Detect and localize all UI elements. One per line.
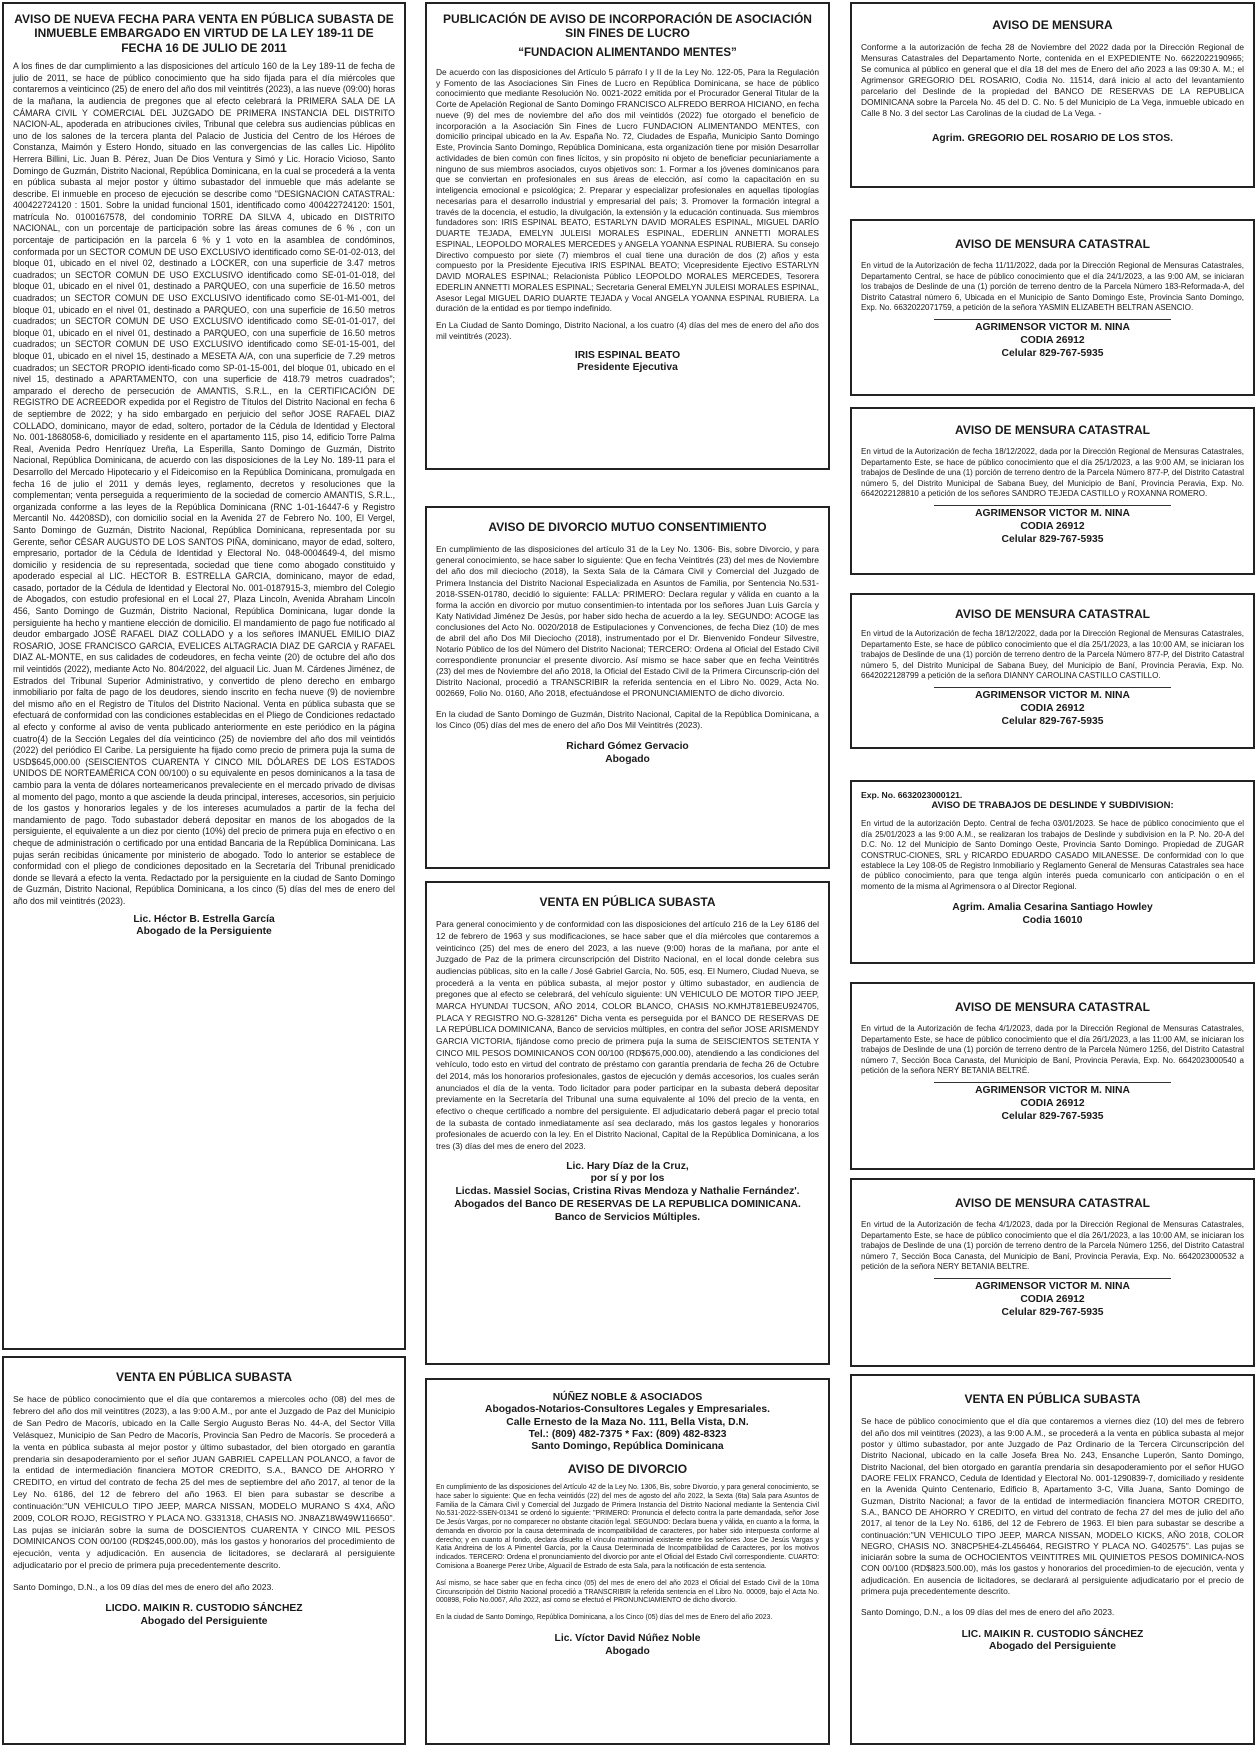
signer-line: CODIA 26912 <box>1020 335 1085 347</box>
notice-body: En virtud de la Autorización de fecha 4/1/2023, dada por la Dirección Regional de Mensuras Catastrales, Departamento Este, se hace de público conocimiento que el día 26/1/2023, a las 11:00 AM, se iniciaran los trabajos de Deslinde de una (1) porción de terreno dentro de la Parcela Número 1256, del Distrito Catastral número 7, Sección Boca Canasta, del Municipio de Baní, Provincia Peravia, Exp. No. 6642023000540 a petición de la señora NERY BETANIA BELTRÉ. <box>861 1024 1244 1075</box>
signer-line: Celular 829-767-5935 <box>1001 716 1104 728</box>
notice-title: AVISO DE MENSURA CATASTRAL <box>955 1000 1150 1014</box>
notice-title: AVISO DE NUEVA FECHA PARA VENTA EN PÚBLICA SUBASTA DE INMUEBLE EMBARGADO EN VIRTUD DE LA LEY 189-11 DE FECHA 16 DE JULIO DE 2011 <box>14 12 394 55</box>
notice-title: AVISO DE MENSURA <box>992 18 1113 32</box>
notice-closing: En La Ciudad de Santo Domingo, Distrito Nacional, a los cuatro (4) días del mes de enero del año dos mil veintitrés (2023). <box>436 320 819 341</box>
notice-body: En virtud de la Autorización de fecha 4/1/2023, dada por la Dirección Regional de Mensuras Catastrales, Departamento Este, se hace de público conocimiento que el día 26/1/2023, a las 10:00 AM, se iniciaran los trabajos de Deslinde de una (1) porción de terreno dentro de la Parcela Número 1256, del Distrito Catastral número 7, Sección Boca Canasta, del Municipio de Baní, Provincia Peravia, Exp. No. 6642023000532 a petición de la señora NERY BETANIA BELTRE. <box>861 1220 1244 1271</box>
firm-name: NÚÑEZ NOBLE & ASOCIADOS <box>552 1392 703 1403</box>
notice-incorporacion-asociacion <box>425 2 830 470</box>
signature-line <box>934 319 1171 320</box>
notice-closing: En la ciudad de Santo Domingo, República Dominicana, a los Cinco (05) días del mes de Enero del año 2023. <box>436 1614 773 1622</box>
notice-title: AVISO DE DIVORCIO MUTUO CONSENTIMIENTO <box>488 520 767 534</box>
notice-aviso-mensura-la-vega <box>850 2 1255 188</box>
notice-title: VENTA EN PÚBLICA SUBASTA <box>539 895 716 909</box>
firm-address: Calle Ernesto de la Maza No. 111, Bella Vista, D.N. <box>506 1416 749 1428</box>
notice-venta-subasta-banreservas <box>425 881 830 1365</box>
signer-role: Abogado de la Persiguiente <box>136 926 272 938</box>
signer-line: Abogados del Banco DE RESERVAS DE LA REPUBLICA DOMINICANA. <box>454 1199 801 1211</box>
notice-title: AVISO DE MENSURA CATASTRAL <box>955 423 1150 437</box>
signer-role: Abogado del Persiguiente <box>140 1616 268 1628</box>
firm-phone: Tel.: (809) 482-7375 * Fax: (809) 482-8323 <box>528 1429 727 1441</box>
notice-subtitle: “FUNDACION ALIMENTANDO MENTES” <box>518 46 737 59</box>
signer-line: Celular 829-767-5935 <box>1001 348 1104 360</box>
signer-role: Presidente Ejecutiva <box>577 362 678 374</box>
signer-line: AGRIMENSOR VICTOR M. NINA <box>975 1281 1130 1293</box>
notice-mensura-yasmin <box>850 219 1255 396</box>
notice-title: VENTA EN PÚBLICA SUBASTA <box>115 1370 292 1384</box>
signer-line: Celular 829-767-5935 <box>1001 534 1104 546</box>
notice-body: Conforme a la autorización de fecha 28 de Noviembre del 2022 dada por la Dirección Regional de Mensuras Catastrales del Departamento Norte, contenida en el EXPEDIENTE No. 6622022190965; Se comunica al público en general que el día 18 del mes de Enero del año 2023 a las 09:30 A. M.; el Agrimensor GREGORIO DEL ROSARIO, Codia No. 11514, dará inicio al acto del levantamiento parcelario del Deslinde de la propiedad del BANCO DE RESERVAS DE LA REPUBLICA DOMINICANA sobre la Parcela No. 45 del D. C. No. 5 del Municipio de La Vega, inmueble ubicado en Calle 8 No. 3 del sector Las Carolinas de la ciudad de La Vega. - <box>861 42 1244 118</box>
signer-line: AGRIMENSOR VICTOR M. NINA <box>975 322 1130 334</box>
notice-body: Se hace de público conocimiento que el día que contaremos a miercoles ocho (08) del mes de febrero del año dos mil veintitres (2023), a las 9:00 A.M., por ante el Juzgado de Paz del Municipio de San Pedro de Macorís, ubicado en la Calle Sergio Augusto Beras No. 44-A, del Sector Villa Velásquez, Municipio de San Pedro de Macorís, Provincia San Pedro de Macorís. Se procederá a la venta en pública subasta al mejor postor y último subastador, del bien otorgado en garantía prendaria sin desapoderamiento por el señor JUAN GABRIEL CAPELLAN POLANCO, a favor de la entidad de intermediación financiera MOTOR CREDITO, S.A., BANCO DE AHORRO Y CREDITO, en virtud del contrato de fecha 25 del mes de septiembre del año 2017, al tenor de la Ley No. 6186, del 12 de febrero del año 1963. El bien para subastar se describe a continuación:"UN VEHICULO TIPO JEEP, MARCA NISSAN, MODELO MURANO S 4X4, AÑO 2009, COLOR ROJO, REGISTRO Y PLACA NO. G331318, CHASIS NO. JN8AZ18W49W116650". Las pujas se iniciarán sobre la suma de DOSCIENTOS CUARENTA Y CINCO MIL PESOS DOMINICANOS CON 00/100 (RD$245,000.00), más los gastos y honorarios del procedimiento de ejecución, venta y adjudicación. En ausencia de licitadores, se declarará al persiguiente adjudicatario por el precio de primera puja precedentemente descrito. <box>13 1394 395 1570</box>
signer-role: Abogado del Persiguiente <box>988 1641 1116 1653</box>
signer-line: Agrim. Amalia Cesarina Santiago Howley <box>952 902 1153 914</box>
notice-title: AVISO DE DIVORCIO <box>567 1461 688 1476</box>
signer-role: Abogado <box>605 754 650 765</box>
signer-name: LICDO. MAIKIN R. CUSTODIO SÁNCHEZ <box>105 1603 303 1615</box>
signer-name: LIC. MAIKIN R. CUSTODIO SÁNCHEZ <box>961 1628 1144 1640</box>
signer-line: Celular 829-767-5935 <box>1001 1307 1104 1319</box>
expedient-number: Exp. No. 6632023000121. <box>861 790 963 800</box>
notice-body-2: Así mismo, se hace saber que en fecha cinco (05) del mes de enero del año 2023 el Oficial del Estado Civil de la 10ma Circunscripción del Distrito Nacional procedió a TRANSCRIBIR la referida sentencia en el Libro No. 00009, bajo el Acta No. 000898, Folio No.0067, Año 2022, así como se efectuó el PRONUNCIAMIENTO de dicho divorcio. <box>436 1579 819 1605</box>
signer-line: Banco de Servicios Múltiples. <box>554 1211 701 1223</box>
signer-name: Richard Gómez Gervacio <box>566 741 689 753</box>
notice-body: Se hace de público conocimiento que el día que contaremos a viernes diez (10) del mes de febrero del año dos mil veintitres (2023), a las 9:00 A.M., se procederá a la venta en pública subasta al mejor postor y último subastador, por ante Juzgado de Paz Ordinario de la Tercera Circunscripción del Distrito Nacional, ubicado en la calle Josefa Brea No. 243, Ensanche Luperón, Santo Domingo, Distrito Nacional, del bien otorgado en garantía prendaria sin desapoderamiento por el señor HUGO DAORE FELIX FRANCO, Cedula de Identidad y Electoral No. 001-1290839-7, domiciliado y residente en la Avenida Quinto Centenario, Edificio 8, Apartamento 3-C, Villa Juana, Santo Domingo de Guzman, Distrito Nacional; a favor de la entidad de intermediación financiera MOTOR CREDITO, S.A., BANCO DE AHORRO Y CREDITO, en virtud del contrato de fecha 27 del mes de julio del año 2017, al tenor de la Ley No. 6186, del 12 de Febrero de 1963. El bien para subastar se describe a continuación:"UN VEHICULO TIPO JEEP, MARCA NISSAN, MODELO KICKS, AÑO 2018, COLOR NEGRO, CHASIS NO. 3N8CP5HE4-ZL456464, REGISTRO Y PLACA NO. G402575". Las pujas se iniciarán sobre la suma de OCHOCIENTOS VEINTITRES MIL QUINIETOS PESOS DOMINICA-NOS CON 00/100 (RD$823.500.00), más los gastos y honorarios del procedimien-to de ejecución, venta y adjudicación. En ausencia de licitadores, se declarará al persiguiente adjudicatario por el precio de primera puja precedentemente descrito. <box>861 1416 1244 1597</box>
notice-body: En cumplimiento de las disposiciones del artículo 31 de la Ley No. 1306- Bis, sobre Divorcio, y para general conocimiento, se hace saber lo siguiente: Que en fecha Veintitrés (23) del mes de Noviembre del año dos mil dieciocho (2018), la Sexta Sala de la Cámara Civil y Comercial del Juzgado de Primera Instancia del Distrito Nacional Especializada en Asuntos de Familia, por Sentencia No.531-2018-SSEN-01780, decidió lo siguiente: FALLA: PRIMERO: Declara regular y válida en cuanto a la forma la acción en divorcio por mutuo consentimien-to intentada por los señores Juan Luis García y Katy Natividad Jiménez De Jesús, por haber sido hecha de acuerdo a la ley. SEGUNDO: ACOGE las conclusiones del Acto No. 0020/2018 de Estipulaciones y Convenciones, de fecha Diez (10) de mes de abril del año Dos Mil Dieciocho (2018), instrumentado por el Dr. Bienvenido Fondeur Silvestre, Notario Público de los del Número del Distrito Nacional; TERCERO: Ordena al Oficial del Estado Civil correspondiente pronunciar el presente divorcio. Así mismo se hace saber que en fecha Veintitrés (23) del mes de Noviembre del año 2018, la Oficial del Estado Civil de la Primera Circunscrip-ción del Distrito Nacional, procedió a TRANSCRIBIR la referida sentencia en el Libro No. 0029, Acta No. 002669, Folio No. 0160, Año 2018, efectuándose el PRONUNCIAMIENTO de dicho divorcio. <box>436 544 819 698</box>
notice-body: De acuerdo con las disposiciones del Artículo 5 párrafo I y II de la Ley No. 122-05, Para la Regulación y Fomento de las Asociaciones Sin Fines de Lucro en República Dominicana, se hace de público conocimiento que mediante Resolución No. 0021-2022 emitida por el Procurador General Titular de la Corte de Apelación Regional de Santo Domingo FRANCISCO ALFREDO BERROA HICIANO, en fecha nueve (9) del mes de noviembre del año dos mil veintidós (2022) fue otorgado el beneficio de incorporación a la Asociación Sin Fines de Lucro FUNDACION ALIMENTANDO MENTES, con domicilio principal ubicado en la Av. España No. 72, Ciudades de España, Municipio Santo Domingo Este, Provincia Santo Domingo, República Dominicana, esta organización tiene por misión Desarrollar actividades de bien común con fines lícitos, y sin propósito ni objeto de beneficiar pecuniariamente a ninguno de sus miembros asociados, cuyos objetivos son: 1. Formar a los jóvenes dominicanos para que se conviertan en profesionales en sus áreas de elección, así como la capacitación en su inteligencia emocional e psicológica; 2. Preparar y especializar profesionales en aquellas tipologías necesarias para el desarrollo industrial y empresarial del país; 3. Promover la formación integral a través de la docencia, el estudio, la divulgación, la extensión y la educación continuada. Sus miembros fundadores son: IRIS ESPINAL BEATO, ESTARLYN DAVID MORALES ESPINAL, MIGUEL DARÍO DUARTE TEJADA, EMELYN JULEISI MORALES ESPINAL, EDERLIN ANNETTI MORALES ESPINAL, LEOPOLDO MORALES MERCEDES y ANGELA YOANNA ESPINAL RUBIERA. Su consejo Directivo compuesto por siete (7) miembros el cual tiene una duración de dos (2) años y esta compuesto por la Presidente Ejecutiva IRIS ESPINAL BEATO; Vicepresidente Ejectivo ESTARLYN DAVID MORALES ESPINAL; Relacionista Público LEOPOLDO MORALES MERCEDES, Tesorera EDERLIN ANNETTI MORALES ESPINAL; Secretaria General EMELYN JULEISI MORALES ESPINAL, Asesor Legal MIGUEL DARIO DUARTE TEJADA y Vocal ANGELA YOANNA ESPINAL RUBIERA. La duración de la entidad es por tiempo indefinido. <box>436 66 819 314</box>
signature-line <box>934 1278 1171 1279</box>
signer-line: CODIA 26912 <box>1020 1294 1085 1306</box>
notice-mensura-nery-2 <box>850 1178 1255 1367</box>
notice-body: Para general conocimiento y de conformidad con las disposiciones del artículo 216 de la Ley 6186 del 12 de febrero de 1963 y sus modificaciones, se hace saber que el día miércoles que contaremos a veinticinco (25) del mes de enero del 2023, a las nueve (9:00) horas de la mañana, por ante el Juzgado de Paz de la primera circunscripción del Distrito Nacional, en el local donde celebra sus audiencias públicas, sito en la calle / José Gabriel García, No. 505, esq. El Numero, Ciudad Nueva, se procederá a la venta en pública subasta, al mejor postor y último subastador, en audiencia de pregones que al efecto se celebrará, del vehículo siguiente: UN VEHICULO DE MOTOR TIPO JEEP, MARCA HYUNDAI TUCSON, AÑO 2014, COLOR BLANCO, CHASIS NO.KMHJT81EBEU924705, PLACA Y REGISTRO NO.G-328126" Dicha venta es perseguida por el BANCO DE RESERVAS DE LA REPÚBLICA DOMINICANA, Banco de servicios múltiples, en contra del señor JOSE ARISMENDY GARCIA VICTORIA, fijándose como precio de primera puja la suma de SEISCIENTOS SETENTA Y CINCO MIL PESOS DOMINICANOS CON 00/100 (RD$675,000.00), atendiendo a las condiciones del vehículo, todo esto en virtud del contrato de préstamo con garantía prendaria de fecha 26 de Octubre del 2014, más los honorarios profesionales, gastos de ejecución y demás accesorios, los cuales serán anunciados el día de la venta. Todo licitador para poder participar en la subasta deberá depositar previamente en la Secretaría del Tribunal una suma equivalente al 10% del precio de la venta, en efectivo o cheque certificado a nombre del persiguiente. El adjudicatario deberá pagar el precio total de la subasta de contado inmediatamente así sea declarado, más los gastos legales y honorarios profesionales de acuerdo con la ley. En el Distrito Nacional, Capital de la República Dominicana, a los tres (3) días del mes de enero del 2023. <box>436 919 819 1151</box>
signer-line: Codia 16010 <box>1022 914 1083 926</box>
notice-mensura-dianny <box>850 593 1255 749</box>
notice-mensura-nery-1 <box>850 982 1255 1170</box>
notice-title: AVISO DE MENSURA CATASTRAL <box>955 607 1150 621</box>
signer-line: CODIA 26912 <box>1020 703 1085 715</box>
notice-body: En virtud de la Autorización de fecha 18/12/2022, dada por la Dirección Regional de Mensuras Catastrales, Departamento Este, se hace de público conocimiento que el día 25/1/2023, a las 10:00 AM, se iniciaran los trabajos de Deslinde de una (1) porción de terreno dentro de la Parcela Número 877-P, del Distrito Catastral número 5, del Distrito Municipal de Sabana Buey, del Municipio de Baní, Provincia Peravia, Exp. No. 6642022128799 a petición de la señora DIANNY CAROLINA CASTILLO CASTILLO. <box>861 629 1244 680</box>
signature-line <box>934 687 1171 688</box>
signer-role: Abogado <box>605 1645 650 1657</box>
signer-line: AGRIMENSOR VICTOR M. NINA <box>975 690 1130 702</box>
notice-body: En virtud de la Autorización de fecha 11/11/2022, dada por la Dirección Regional de Mensuras Catastrales, Departamento Central, se hace de público conocimiento que el día 24/1/2023, a las 9:00 AM, se iniciaran los trabajos de Deslinde de una (1) porción de terreno dentro de la Parcela Número 183-Reformada-A, del Distrito Catastral número 6, Ubicada en el Municipio de Santo Domingo Este, Provincia Santo Domingo, Exp. No. 6632022071759, a petición de la señora YASMIN ELIZABETH BELTRAN ASENCIO. <box>861 261 1244 312</box>
notice-divorcio-mutuo <box>425 506 830 869</box>
signer-line: AGRIMENSOR VICTOR M. NINA <box>975 1085 1130 1097</box>
firm-city: Santo Domingo, República Dominicana <box>531 1441 724 1453</box>
signer-line: Celular 829-767-5935 <box>1001 1111 1104 1123</box>
notice-aviso-divorcio-nunez <box>425 1378 830 1745</box>
signer-name: Agrim. GREGORIO DEL ROSARIO DE LOS STOS. <box>931 132 1174 144</box>
notice-closing: Santo Domingo, D.N., a los 09 días del mes de enero del año 2023. <box>13 1581 274 1592</box>
notice-title: AVISO DE MENSURA CATASTRAL <box>955 237 1150 251</box>
notice-title: AVISO DE MENSURA CATASTRAL <box>955 1196 1150 1210</box>
notice-closing: Santo Domingo, D.N., a los 09 días del mes de enero del año 2023. <box>861 1607 1115 1618</box>
notice-nueva-fecha-subasta <box>2 2 406 1350</box>
notice-title: VENTA EN PÚBLICA SUBASTA <box>964 1392 1141 1406</box>
notice-body: En virtud de la Autorización de fecha 18/12/2022, dada por la Dirección Regional de Mensuras Catastrales, Departamento Este, se hace de público conocimiento que el día 25/1/2023, a las 9:00 AM, se iniciaran los trabajos de Deslinde de una (1) porción de terreno dentro de la Parcela Número 877-P, del Distrito Catastral número 5, del Distrito Municipal de Sabana Buey, del Municipio de Baní, Provincia Peravia, Exp. No. 6642022128810 a petición de los señores SANDRO TEJEDA CASTILLO y ROXANNA ROMERO. <box>861 447 1244 498</box>
notice-body: En virtud de la autorización Depto. Central de fecha 03/01/2023. Se hace de público conocimiento que el día 25/01/2023 a las 9:00 A.M., se realizaran los trabajos de Deslinde y subdivision en la P. No. 20-A del D.C. No. 12 del Municipio de Santo Domingo Oeste, Provincia Santo Domingo. Propiedad de ZUGAR CONSTRUC-CIONES, SRL y RICARDO EDUARDO CASADO MILANESSE. De conformidad con lo que establece la Ley 108-05 de Registro Inmobiliario y Reglamento General de Mensuras Catastrales sea hace de público conocimiento, para que tenga algún interés pueda comunicarlo con anticipación o en el momento de la misma al Agrimensora o al Director Regional. <box>861 819 1244 891</box>
signer-line: CODIA 26912 <box>1020 1098 1085 1110</box>
notice-venta-subasta-san-pedro <box>2 1356 406 1745</box>
signer-name: Lic. Héctor B. Estrella García <box>133 913 275 925</box>
signer-line: por sí y por los <box>590 1173 665 1185</box>
notice-venta-subasta-kicks <box>850 1374 1255 1745</box>
signer-line: CODIA 26912 <box>1020 521 1085 533</box>
signer-line: Licdas. Massiel Socias, Cristina Rivas Mendoza y Nathalie Fernández'. <box>455 1186 800 1198</box>
notice-title: AVISO DE TRABAJOS DE DESLINDE Y SUBDIVISION: <box>931 800 1174 811</box>
signature-line <box>934 505 1171 506</box>
notice-title: PUBLICACIÓN DE AVISO DE INCORPORACIÓN DE ASOCIACIÓN SIN FINES DE LUCRO <box>443 12 812 41</box>
signer-name: Lic. Víctor David Núñez Noble <box>554 1632 701 1644</box>
signer-line: Lic. Hary Díaz de la Cruz, <box>566 1160 689 1172</box>
notice-body: A los fines de dar cumplimiento a las disposiciones del artículo 160 de la Ley 189-11 de fecha de julio de 2011, se hace de público conocimiento que ha sido fijada para el día miércoles que contaremos a veinticinco (25) de enero del año dos mil veintitrés (2023), a las nueve (09:00) horas de la mañana, la audiencia de pregones que al efecto celebrará la PRIMERA SALA DE LA CÁMARA CIVIL Y COMERCIAL DEL JUZGADO DE PRIMERA INSTANCIA DEL DISTRITO NACION-AL, apoderada en atribuciones civiles, Tribunal que celebra sus audiencias públicas en uno de los salones de la tercera planta del Palacio de Justicia del Centro de los Héroes de Constanza, Maimón y Estero Hondo, situado en las convergencias de las calles Lic. Hipólito Herrera Billini, Lic. Juan B. Pérez, Juan De Dios Ventura y Simó y Lic. Horacio Vicioso, Santo Domingo de Guzmán, Distrito Nacional, República Dominicana, en la cual se procederá a la venta en pública subasta al mejor postor y último subastador del inmueble que más adelante se describe. El inmueble en proceso de ejecución se describe como "DESIGNACION CATASTRAL: 400422724120 : 1501. Sobre la unidad funcional 1501, identificado como 400422724120: 1501, matrícula No. 0100167578, del condominio TORRE DA SILVA 4, ubicado en DISTRITO NACIONAL, con un porcentaje de participación sobre las áreas comunes de 6 % , con un porcentaje de participación en la parcela 6 % y 1 voto en la asamblea de condóminos, conformada por un SECTOR COMUN DE USO EXCLUSIVO identificado como SE-01-02-013, del bloque 01, ubicado en el nivel 02, destinado a LOCKER, con una superficie de 3.47 metros cuadrados; un SECTOR COMUN DE USO EXCLUSIVO identificado como SE-01-01-018, del bloque 01, ubicado en el nivel 01, destinado a PARQUEO, con una superficie de 16.50 metros cuadrados; un SECTOR COMUN DE USO EXCLUSIVO identificado como SE-01-M1-001, del bloque 01, ubicado en el nivel 01, destinado a PARQUEO, con una superficie de 16.50 metros cuadrados; un SECTOR COMUN DE USO EXCLUSIVO identificado como SE-01-01-017, del bloque 01, ubicado en el nivel 01, destinado a PARQUEO, con una superficie de 16.50 metros cuadrados; un SECTOR COMUN DE USO EXCLUSIVO identificado como SE-01-15-001, del bloque 01, ubicado en el nivel 15, destinado a MESETA A/A, con una superficie de 7.29 metros cuadrados; un SECTOR PROPIO identi-ficado como SP-01-15-001, del bloque 01, ubicado en el nivel 15, destinado a APARTAMENTO, con una superficie de 418.79 metros cuadrados"; amparado el derecho de persecución de AMANTIS, S.R.L., en la CERTIFICACIÓN DE REGISTRO DE ACREEDOR expedida por el Registro de Títulos del Distrito Nacional en fecha 6 de septiembre de 2022; y ha sido embargado en perjuicio del señor JOSE RAFAEL DIAZ COLLADO, dominicano, mayor de edad, soltero, portador de la Cédula de Identidad y Electoral No. 001-1868058-6, domiciliado y residente en el apartamento 115, piso 14, edificio Torre Palma Real, Avenida Pedro Henríquez Ureña, La Esperilla, Santo Domingo de Guzmán, Distrito Nacional, República Dominicana, de acuerdo con las disposiciones de la Ley No. 189-11 para el Desarrollo del Mercado Hipotecario y el Fideicomiso en la República Dominicana, promulgada en fecha 16 de julio el 2011 y demás leyes, reglamento, decretos y resoluciones que la complementan; venta perseguida a requerimiento de la sociedad de comercio AMANTIS, S.R.L., organizada conforme a las leyes de la República Dominicana (RNC 1-01-16447-6 y Registro Mercantil No. 44208SD), con domicilio social en la Avenida 27 de Febrero No. 100, El Vergel, Santo Domingo de Guzmán, Distrito Nacional, República Dominicana, representada por su Gerente, señor CÉSAR AUGUSTO DE LOS SANTOS PIÑA, dominicano, mayor de edad, soltero, empresario, portador de la Cédula de Identidad y Electoral No. 048-0004649-4, del mismo domicilio y residencia de su representada, sociedad que tiene como abogado constituido y apoderado especial al LIC. HECTOR B. ESTRELLA GARCIA, dominicano, mayor de edad, casado, portador de la Cédula de Identidad y Electoral No. 001-0187915-3, miembro del Colegio de Abogados, con estudio profesional en el Local 27, Plaza Lincoln, Avenida Abraham Lincoln 456, Santo Domingo de Guzmán, Distrito Nacional, República Dominicana, lugar donde la persiguiente ha hecho y mantiene elección de domicilio. El mandamiento de pago fue notificado al deudor embargado JOSÉ RAFAEL DIAZ COLLADO y a los señores IMANUEL EMILIO DIAZ ROSARIO, JOSE FRANCISCO GARCIA, EVELICES ALTAGRACIA DIAZ DE GARCIA y RAFAEL DIAZ AL-MONTE, en sus calidades de codeudores, en fecha veinte (20) de octubre del año dos mil veintidós (2022), mediante Acto No. 804/2022, del alguacil Lic. Juan M. Cárdenes Jiménez, de Estrados del Tribunal Superior Administrativo, y convertido de pleno derecho en embargo inmobiliario por falta de pago de los deudores, siendo inscrito en fecha nueve (9) de noviembre del mismo año en el Registro de Títulos del Distrito Nacional. Venta en pública subasta que se efectuará de conformidad con las condiciones establecidas en el Pliego de Condiciones redactado al efecto y conforme al aviso de venta publicado anteriormente en este periódico en la página cuatro(4) de la Sección Legales del día veinticinco (25) de noviembre del año dos mil veintidós (2022) del periódico El Caribe. La persiguiente ha fijado como precio de primera puja la suma de USD$645,000.00 (SEISCIENTOS CUARENTA Y CINCO MIL DÓLARES DE LOS ESTADOS UNIDOS DE NORTEAMÉRICA CON 00/100) o su equivalente en pesos dominicanos a la tasa de cambio para la venta de dólares norteamericanos prevaleciente en el mercado privado de divisas al momento del pago, monto a que asciende la deuda principal, intereses, accesorios, sin perjuicio de los gastos y honorarios legales y de los intereses acumulados a partir de la fecha del mandamiento de pago. Todo subastador deberá depositar en manos de los abogados de la persiguiente, el equivalente a un diez por ciento (10%) del precio de primera puja en efectivo o en cheque de administración o certificado por una entidad Bancaria de la República Dominicana. Las pujas serán recibidas únicamente por ministerio de abogado. Todo lo anterior se establece de conformidad con el pliego de condiciones depositado en la Secretaría del Tribunal prenidicado donde se llevará a efecto la venta. Redactado por la persiguiente en la ciudad de Santo Domingo de Guzmán, Distrito Nacional, República Dominicana, a los cinco (5) días del mes de enero del año dos mil veintitrés (2023). <box>13 61 395 906</box>
notice-deslinde-subdivision <box>850 780 1255 964</box>
notice-mensura-sandro <box>850 407 1255 575</box>
notice-closing: En la ciudad de Santo Domingo de Guzmán, Distrito Nacional, Capital de la República Dominicana, a los Cinco (05) días del mes de enero del año Dos Mil Veintitrés (2023). <box>436 709 819 731</box>
signer-name: IRIS ESPINAL BEATO <box>574 349 681 361</box>
notice-body: En cumplimiento de las disposiciones del Artículo 42 de la Ley No. 1306, Bis, sobre Divorcio, y para general conocimiento, se hace saber lo siguiente: Que en fecha veintidós (22) del mes de agosto del año 2022, la Sexta (6ta) Sala para Asuntos de Familia de la Cámara Civil y Comercial del Juzgado de Primera Instancia del Distrito Nacional mediante la Sentencia Civil No.531-2022-SSEN-01341 se ordenó lo siguiente: "PRIMERO: Pronuncia el defecto contra la parte demandada, señor Jose De Jesús Vargas, por no comparecer no obstante citación legal. SEGUNDO: Declara buena y válida, en cuanto a la forma, la demanda en divorcio por la causa determinada de incompatibilidad de caracteres, por haber sido interpuesta conforme al derecho; y en cuanto al fondo, declara disuelto el vínculo matrimonial existente entre los señores Jose De Jesús Vargas y Katia Andreina de los A Pimentel García, por la Causa Determinada de Incompatibilidad de Caracteres, por los motivos indicados. TERCERO: Ordena el pronunciamiento del divorcio por ante el Oficial del Estado Civil correspondiente. CUARTO: Comisiona a Boanerge Perez Uribe, Alguacil de Estrado de esta Sala, para la notificación de esta sentencia. <box>436 1484 819 1570</box>
signature-line <box>934 1082 1171 1083</box>
firm-line: Abogados-Notarios-Consultores Legales y Empresariales. <box>485 1404 770 1416</box>
signer-line: AGRIMENSOR VICTOR M. NINA <box>975 508 1130 520</box>
